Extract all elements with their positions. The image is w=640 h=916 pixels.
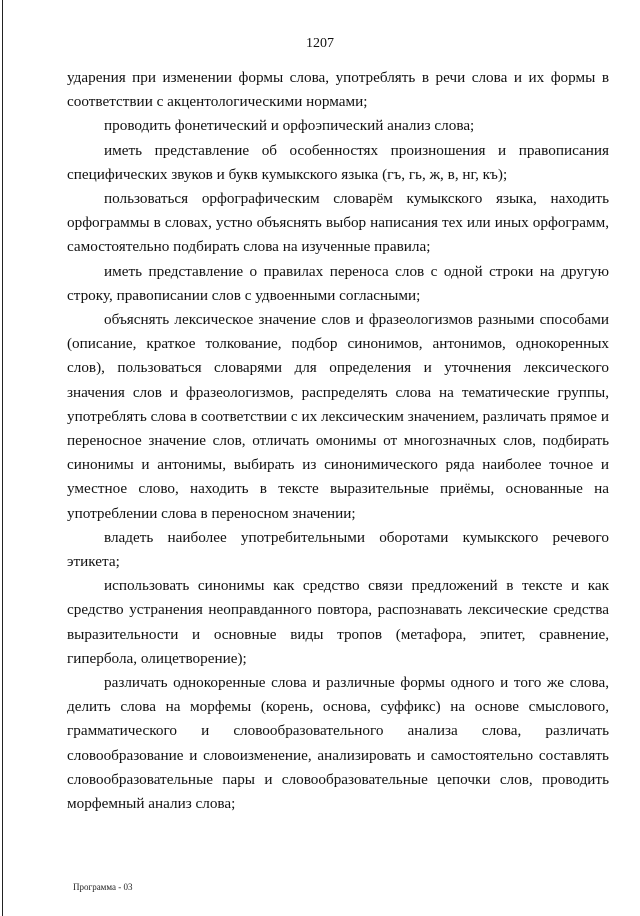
paragraph: владеть наиболее употребительными оборотами кумыкского речевого этикета; [67,528,609,571]
footer-program-label: Программа - 03 [73,882,133,892]
paragraph: использовать синонимы как средство связи предложений в тексте и как средство устранения неоправданного повтора, распознавать лексические средства выразительности и основные виды тропов (метафора, эпитет, сравнение, гипербола, олицетворение); [67,577,609,667]
paragraph: различать однокоренные слова и различные формы одного и того же слова, делить слова на морфемы (корень, основа, суффикс) на основе смыслового, грамматического и словообразовательного анализа слова, различать словообразование и словоизменение, анализировать и самостоятельно составлять словообразовательные пары и словообразовательные цепочки слов, проводить морфемный анализ слова; [67,674,609,813]
paragraph: объяснять лексическое значение слов и фразеологизмов разными способами (описание, краткое толкование, подбор синонимов, антонимов, однокоренных слов), пользоваться словарями для определения и уточнения лексического значения слов и фразеологизмов, распределять слова на тематические группы, употреблять слова в соответствии с их лексическим значением, различать прямое и переносное значение слов, отличать омонимы от многозначных слов, подбирать синонимы и антонимы, выбирать из синонимического ряда наиболее точное и уместное слово, находить в тексте выразительные приёмы, основанные на употреблении слова в переносном значении; [67,311,609,522]
scan-edge-line [2,0,3,916]
body-text [67,66,609,816]
paragraph: иметь представление о правилах переноса слов с одной строки на другую строку, правописании слов с удвоенными согласными; [67,262,609,304]
paragraph: ударения при изменении формы слова, употреблять в речи слова и их формы в соответствии с акцентологическими нормами; [67,69,609,111]
paragraph: пользоваться орфографическим словарём кумыкского языка, находить орфограммы в словах, устно объяснять выбор написания тех или иных орфограмм, самостоятельно подбирать слова на изученные правила; [67,190,609,256]
paragraph: проводить фонетический и орфоэпический анализ слова; [104,117,475,135]
paragraph: иметь представление об особенностях произношения и правописания специфических звуков и букв кумыкского языка (гъ, гь, ж, в, нг, къ); [67,141,609,183]
page-number: 1207 [306,36,334,51]
